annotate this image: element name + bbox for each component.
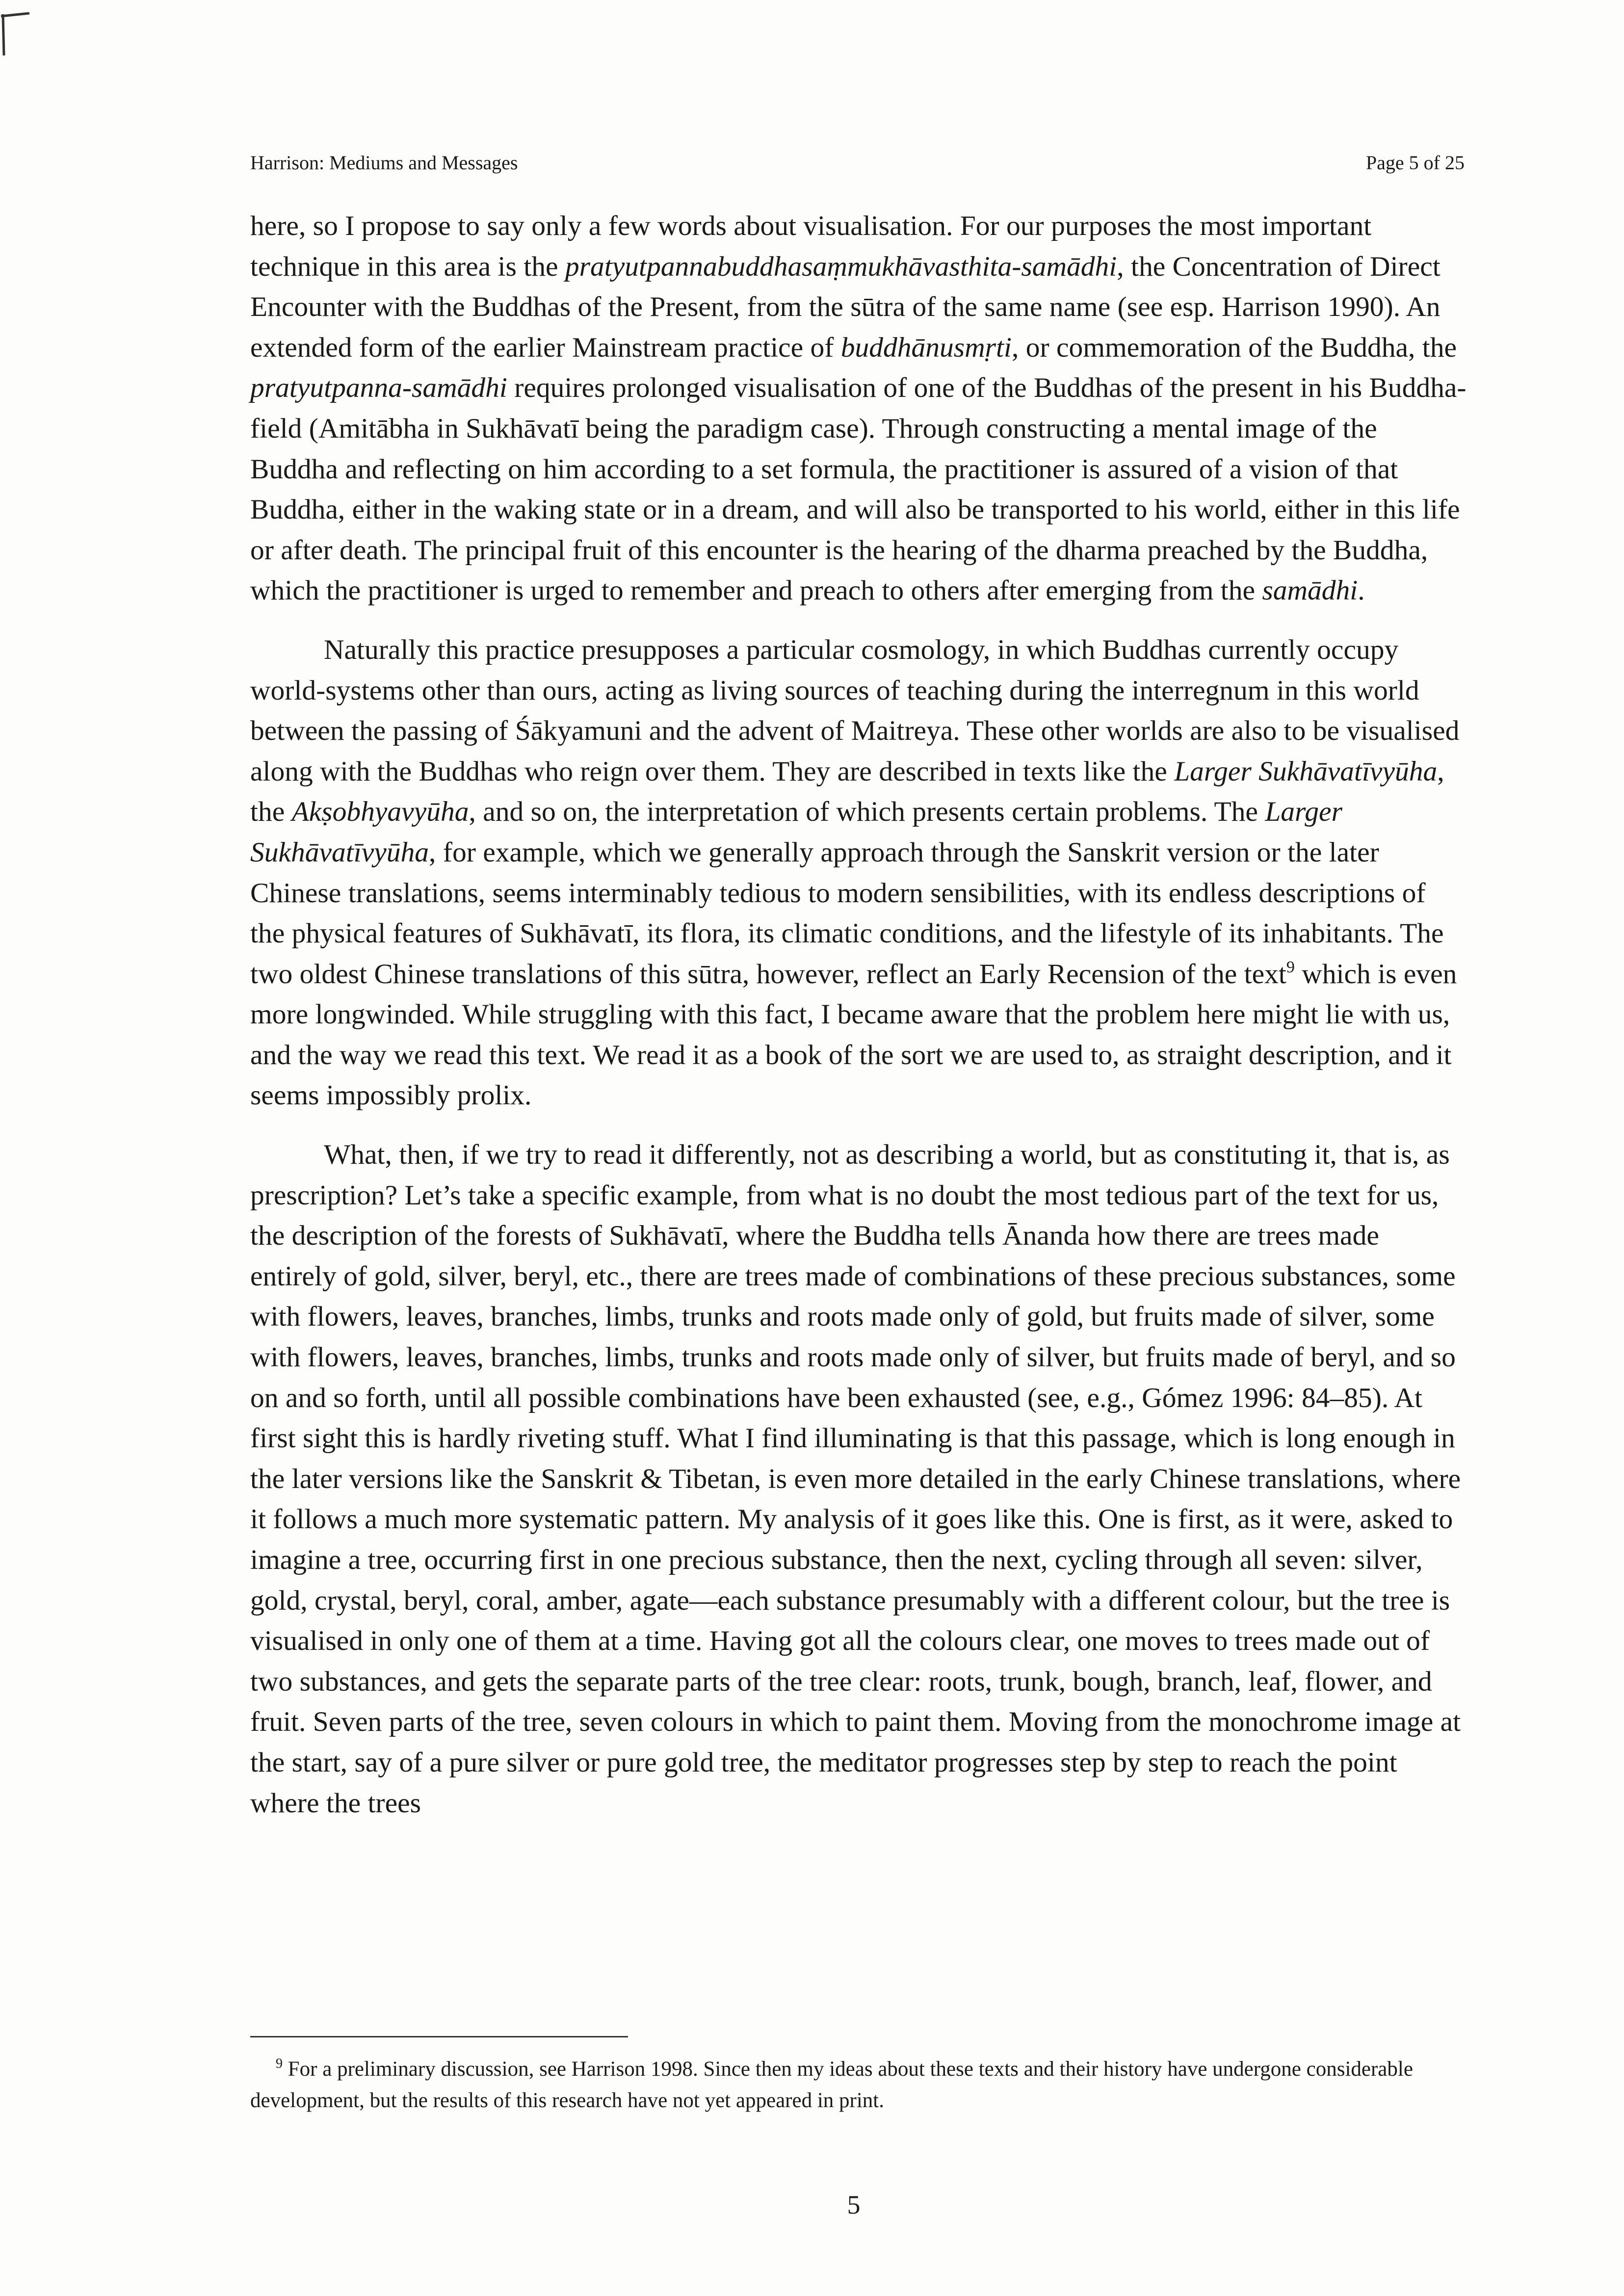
text-run: requires prolonged visualisation of one of the Buddhas of the present in his Buddha-field (Amitābha in Sukhāvatī being the paradigm case). Through constructing a mental image of the Buddha and reflecting on him according to a set formula, the practitioner is assured of a vision of that Buddha, either in the waking state or in a dream, and will also be transported to his world, either in this life or after death. The principal fruit of this encounter is the hearing of the dharma preached by the Buddha, which the practitioner is urged to remember and preach to others after emerging from the (250, 372, 1467, 606)
footnote-reference: 9 (1286, 958, 1295, 976)
scan-corner-mark (0, 12, 34, 56)
running-title: Harrison: Mediums and Messages (250, 152, 518, 174)
text-run: Naturally this practice presupposes a particular cosmology, in which Buddhas currently occupy world-systems other than ours, acting as living sources of teaching during the interregnum in this world between the passing of Śākyamuni and the advent of Maitreya. These other worlds are also to be visualised along with the Buddhas who reign over them. They are described in texts like the (250, 634, 1460, 787)
italic-term: samādhi (1262, 575, 1358, 606)
text-run: What, then, if we try to read it differently, not as describing a world, but as constituting it, that is, as prescription? Let’s take a specific example, from what is no doubt the most tedious part of the text for us, the description of the forests of Sukhāvatī, where the Buddha tells Ānanda how there are trees made entirely of gold, silver, beryl, etc., there are trees made of combinations of these precious substances, some with flowers, leaves, branches, limbs, trunks and roots made only of gold, but fruits made of silver, some with flowers, leaves, branches, limbs, trunks and roots made only of silver, but fruits made of beryl, and so on and so forth, until all possible combinations have been exhausted (see, e.g., Gómez 1996: 84–85). At first sight this is hardly riveting stuff. What I find illuminating is that this passage, which is long enough in the later versions like the Sanskrit & Tibetan, is even more detailed in the early Chinese translations, where it follows a much more systematic pattern. My analysis of it goes like this. One is first, as it were, asked to imagine a tree, occurring first in one precious substance, then the next, cycling through all seven: silver, gold, crystal, beryl, coral, amber, agate—each substance presumably with a different colour, but the tree is visualised in only one of them at a time. Having got all the colours clear, one moves to trees made out of two substances, and gets the separate parts of the tree clear: roots, trunk, bough, branch, leaf, flower, and fruit. Seven parts of the tree, seven colours in which to paint them. Moving from the monochrome image at the start, say of a pure silver or pure gold tree, the meditator progresses step by step to reach the point where the trees (250, 1139, 1461, 1819)
footnote-marker: 9 (276, 2056, 283, 2071)
footnote-rule (250, 2036, 628, 2037)
italic-term: pratyutpannabuddhasaṃmukhāvasthita-samādhi (565, 251, 1117, 282)
text-run: here, so I propose to say only a few words about visualisation. For our purposes the most important technique in this area is the (250, 210, 1372, 282)
text-run: , for example, which we generally approach through the Sanskrit version or the later Chinese translations, seems interminably tedious to modern sensibilities, with its endless descriptions of the physical features of Sukhāvatī, its flora, its climatic conditions, and the lifestyle of its inhabitants. The two oldest Chinese translations of this sūtra, however, reflect an Early Recension of the text (250, 836, 1444, 990)
text-run: . (1358, 575, 1365, 606)
paragraph-2 (250, 630, 1467, 1116)
italic-term: buddhānusmṛti (840, 332, 1012, 363)
body-text (250, 206, 1467, 1824)
italic-term: Larger Sukhāvatīvyūha (1174, 756, 1438, 787)
italic-term: Larger Sukhāvatīvyūha (250, 796, 1342, 868)
italic-term: Akṣobhyavyūha (291, 796, 469, 828)
page-label: Page 5 of 25 (1365, 152, 1465, 174)
text-run: which is even more longwinded. While struggling with this fact, I became aware that the problem here might lie with us, and the way we read this text. We read it as a book of the sort we are used to, as straight description, and it seems impossibly prolix. (250, 958, 1457, 1111)
italic-term: pratyutpanna-samādhi (250, 372, 507, 404)
text-run: , or commemoration of the Buddha, the (1011, 332, 1457, 363)
paragraph-1 (250, 206, 1467, 611)
text-run: , the (250, 756, 1444, 828)
page-number: 5 (847, 2190, 861, 2219)
text-run: , and so on, the interpretation of which presents certain problems. The (469, 796, 1265, 828)
text-run: , the Concentration of Direct Encounter with the Buddhas of the Present, from the sūtra of the same name (see esp. Harrison 1990). An extended form of the earlier Mainstream practice of (250, 251, 1441, 363)
footnote (250, 2054, 1472, 2116)
paragraph-3 (250, 1135, 1467, 1824)
footnote-text: For a preliminary discussion, see Harrison 1998. Since then my ideas about these texts and their history have undergone considerable development, but the results of this research have not yet appeared in print. (250, 2058, 1413, 2112)
running-header (250, 151, 1465, 181)
